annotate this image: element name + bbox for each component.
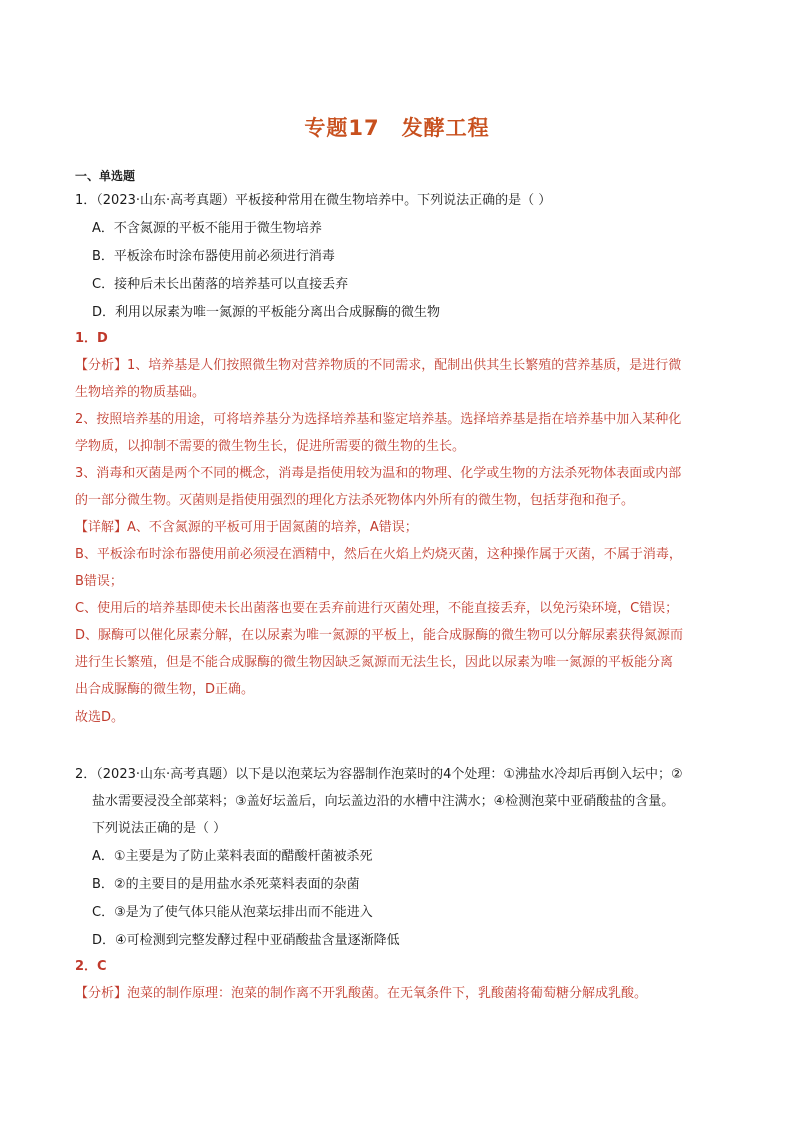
question-1-detail-line: D、脲酶可以催化尿素分解，在以尿素为唯一氮源的平板上，能合成脲酶的微生物可以分解尿素获得氮源而 (75, 628, 684, 643)
question-1-detail-line: B、平板涂布时涂布器使用前必须浸在酒精中，然后在火焰上灼烧灭菌，这种操作属于灭菌，不属于消毒， (75, 547, 682, 562)
question-1-detail-line: 进行生长繁殖，但是不能合成脲酶的微生物因缺乏氮源而无法生长，因此以尿素为唯一氮源的平板能分离 (75, 655, 674, 670)
question-2-stem-line: 盐水需要浸没全部菜料；③盖好坛盖后，向坛盖边沿的水槽中注满水；④检测泡菜中亚硝酸盐的含量。 (92, 794, 675, 809)
detail-tag: 【详解】 (75, 520, 128, 535)
question-1-analysis-line: 2、按照培养基的用途，可将培养基分为选择培养基和鉴定培养基。选择培养基是指在培养基中加入某种化 (75, 412, 682, 427)
question-2-answer: 2．C (75, 959, 107, 974)
question-2-stem-line: 下列说法正确的是（ ） (92, 821, 227, 836)
question-1-option-c: C．接种后未长出菌落的培养基可以直接丢弃 (92, 277, 349, 292)
detail-text: A、不含氮源的平板可用于固氮菌的培养，A错误； (127, 520, 418, 535)
analysis-text: 泡菜的制作原理：泡菜的制作离不开乳酸菌。在无氧条件下，乳酸菌将葡萄糖分解成乳酸。 (127, 986, 648, 1001)
question-1-analysis-line: 学物质，以抑制不需要的微生物生长，促进所需要的微生物的生长。 (75, 439, 466, 454)
question-1-option-d: D．利用以尿素为唯一氮源的平板能分离出合成脲酶的微生物 (92, 305, 441, 320)
question-1-detail-line: B错误； (75, 574, 123, 589)
section-heading: 一、单选题 (75, 169, 136, 183)
page-title: 专题17 发酵工程 (304, 116, 490, 140)
question-1-analysis-line: 的一部分微生物。灭菌则是指使用强烈的理化方法杀死物体内外所有的微生物，包括芽孢和孢子。 (75, 493, 635, 508)
analysis-tag: 【分析】 (75, 358, 128, 373)
question-1-conclusion: 故选D。 (75, 710, 125, 725)
question-2-option-c: C．③是为了使气体只能从泡菜坛排出而不能进入 (92, 905, 373, 920)
question-1-analysis-line: 生物培养的物质基础。 (75, 385, 206, 400)
question-1-detail-line (75, 519, 725, 537)
question-2-option-b: B．②的主要目的是用盐水杀死菜料表面的杂菌 (92, 877, 360, 892)
question-1-option-b: B．平板涂布时涂布器使用前必须进行消毒 (92, 249, 335, 264)
question-1-option-a: A．不含氮源的平板不能用于微生物培养 (92, 221, 322, 236)
question-1-analysis-line (75, 357, 725, 375)
question-2-option-a: A．①主要是为了防止菜料表面的醋酸杆菌被杀死 (92, 849, 373, 864)
question-1-analysis-line: 3、消毒和灭菌是两个不同的概念，消毒是指使用较为温和的物理、化学或生物的方法杀死物体表面或内部 (75, 466, 682, 481)
question-2-stem-line: 2．（2023·山东·高考真题）以下是以泡菜坛为容器制作泡菜时的4个处理：①沸盐水冷却后再倒入坛中；② (75, 767, 683, 782)
question-2-analysis-line (75, 985, 725, 1003)
question-1-answer: 1．D (75, 331, 108, 346)
question-2-option-d: D．④可检测到完整发酵过程中亚硝酸盐含量逐渐降低 (92, 933, 400, 948)
question-1-stem: 1．（2023·山东·高考真题）平板接种常用在微生物培养中。下列说法正确的是（ ） (75, 193, 552, 208)
analysis-text: 1、培养基是人们按照微生物对营养物质的不同需求，配制出供其生长繁殖的营养基质，是进行微 (127, 358, 682, 373)
analysis-tag: 【分析】 (75, 986, 128, 1001)
question-1-detail-line: C、使用后的培养基即使未长出菌落也要在丢弃前进行灭菌处理，不能直接丢弃，以免污染环境，C错误； (75, 601, 679, 616)
question-1-detail-line: 出合成脲酶的微生物，D正确。 (75, 682, 255, 697)
